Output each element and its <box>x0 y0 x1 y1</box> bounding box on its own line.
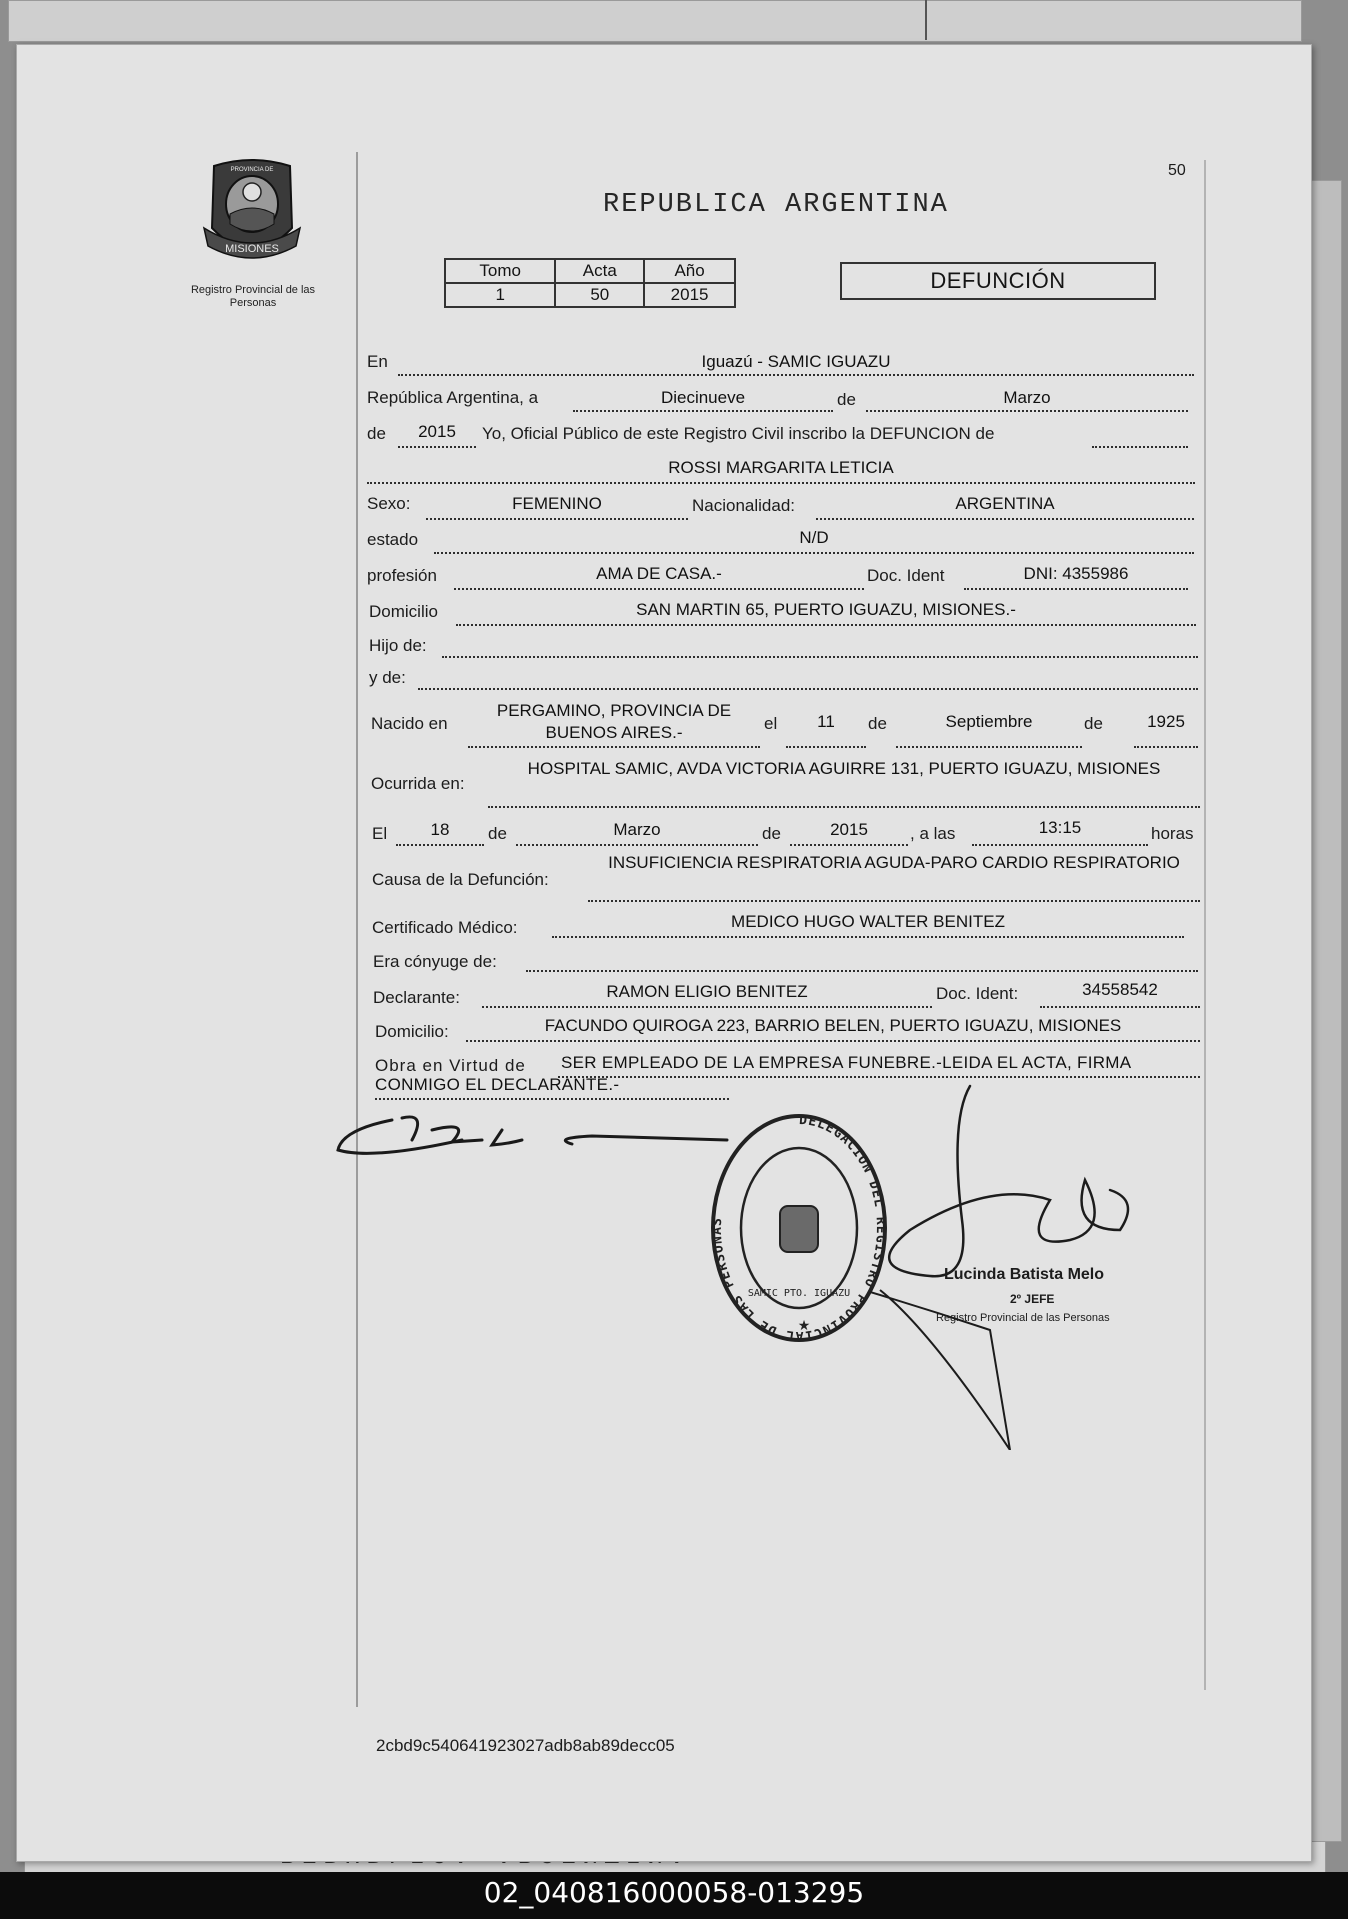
death-month-line <box>516 844 758 846</box>
month-line <box>866 410 1188 412</box>
nacionalidad-line <box>816 518 1194 520</box>
sexo-line <box>426 518 688 520</box>
decl-doc-value: 34558542 <box>1082 980 1158 999</box>
sexo-value: FEMENINO <box>512 494 602 513</box>
doc-value: DNI: 4355986 <box>1023 564 1129 583</box>
signer-office: Registro Provincial de las Personas <box>936 1312 1110 1324</box>
declarante-label: Declarante: <box>373 988 460 1007</box>
signer-role: 2º JEFE <box>1010 1292 1055 1306</box>
birth-day-line <box>786 746 866 748</box>
table-value-ano: 2015 <box>644 283 735 307</box>
declarante-line <box>482 1006 932 1008</box>
death-de1: de <box>488 824 507 843</box>
background-page-top <box>8 0 1302 42</box>
birth-year-line <box>1134 746 1198 748</box>
nacido-line <box>468 746 760 748</box>
year-prefix-label: de <box>367 424 386 443</box>
causa-label: Causa de la Defunción: <box>372 870 549 889</box>
nacionalidad-label: Nacionalidad: <box>692 496 796 515</box>
domicilio-value: SAN MARTIN 65, PUERTO IGUAZU, MISIONES.- <box>636 600 1016 619</box>
deceased-name: ROSSI MARGARITA LETICIA <box>668 458 894 477</box>
republica-label: República Argentina, a <box>367 388 539 407</box>
profesion-label: profesión <box>367 566 437 585</box>
hijo-line <box>442 656 1198 658</box>
death-day: 18 <box>430 820 450 839</box>
death-day-line <box>396 844 484 846</box>
year-line <box>398 446 476 448</box>
signer-name: Lucinda Batista Melo <box>944 1266 1105 1283</box>
table-value-tomo: 1 <box>445 283 555 307</box>
declarante-value: RAMON ELIGIO BENITEZ <box>606 982 808 1001</box>
day-value: Diecinueve <box>660 388 746 407</box>
death-year-line <box>790 844 908 846</box>
coat-of-arms-icon <box>200 158 304 270</box>
birth-de1: de <box>868 714 887 733</box>
stamp-star-icon: ★ <box>797 1317 811 1333</box>
birth-day: 11 <box>817 712 835 731</box>
domicilio-label: Domicilio <box>369 602 438 621</box>
death-time-line <box>972 844 1148 846</box>
record-table <box>444 258 736 308</box>
logo-ribbon-text: MISIONES <box>225 243 279 255</box>
estado-value: N/D <box>799 528 829 547</box>
death-year: 2015 <box>830 820 868 839</box>
month-value: Marzo <box>1003 388 1051 407</box>
document-hash: 2cbd9c540641923027adb8ab89decc05 <box>376 1736 675 1755</box>
causa-value: INSUFICIENCIA RESPIRATORIA AGUDA-PARO CARDIO RESPIRATORIO <box>608 853 1180 872</box>
birth-year: 1925 <box>1147 712 1185 731</box>
background-divider <box>925 0 927 40</box>
obra-value: SER EMPLEADO DE LA EMPRESA FUNEBRE.-LEIDA EL ACTA, FIRMA CONMIGO EL DECLARANTE.- <box>375 1053 1131 1094</box>
decl-doc-line <box>1040 1006 1200 1008</box>
official-signature <box>870 1080 1140 1450</box>
decl-dom-label: Domicilio: <box>375 1022 449 1041</box>
logo-top-text: PROVINCIA DE <box>230 167 274 173</box>
birth-month-line <box>896 746 1082 748</box>
stamp-inner-text: SAMIC PTO. IGUAZU <box>747 1288 851 1299</box>
decl-doc-label: Doc. Ident: <box>936 984 1019 1003</box>
table-value-acta: 50 <box>555 283 644 307</box>
ocurrida-line <box>488 806 1200 808</box>
sexo-label: Sexo: <box>367 494 411 513</box>
birth-de2: de <box>1084 714 1103 733</box>
hijo-label: Hijo de: <box>369 636 427 655</box>
alas-label: , a las <box>910 824 956 843</box>
yo-line <box>1092 446 1188 448</box>
de-label: de <box>837 390 856 409</box>
death-certificate-page <box>16 44 1312 1862</box>
el-label: el <box>764 714 778 733</box>
en-value: Iguazú - SAMIC IGUAZU <box>701 352 891 371</box>
nacido-label: Nacido en <box>371 714 448 733</box>
death-de2: de <box>762 824 781 843</box>
conyuge-line <box>526 970 1198 972</box>
certificado-value: MEDICO HUGO WALTER BENITEZ <box>731 912 1005 931</box>
obra-label: Obra en Virtud de <box>375 1056 526 1075</box>
birth-month: Septiembre <box>945 712 1033 731</box>
en-label: En <box>367 352 388 371</box>
yo-text: Yo, Oficial Público de este Registro Civil inscribo la DEFUNCION de <box>482 424 995 443</box>
table-header-tomo: Tomo <box>445 259 555 283</box>
ocurrida-label: Ocurrida en: <box>371 774 465 793</box>
death-month: Marzo <box>613 820 661 839</box>
profesion-line <box>454 588 864 590</box>
obra-line-1 <box>558 1076 1200 1078</box>
doc-line <box>964 588 1188 590</box>
declarant-signature <box>332 1100 732 1170</box>
doc-label: Doc. Ident <box>867 566 945 585</box>
table-header-acta: Acta <box>555 259 644 283</box>
right-margin-line <box>1204 160 1206 1690</box>
stamp-ring-text: DELEGACION DEL REGISTRO PROVINCIAL DE LAS PERSONAS <box>709 1112 889 1344</box>
yde-line <box>418 688 1198 690</box>
yde-label: y de: <box>369 668 406 687</box>
horas-label: horas <box>1151 824 1194 843</box>
decl-dom-value: FACUNDO QUIROGA 223, BARRIO BELEN, PUERTO IGUAZU, MISIONES <box>544 1016 1122 1035</box>
domicilio-line <box>456 624 1196 626</box>
causa-line <box>588 900 1200 902</box>
decl-dom-line <box>466 1040 1200 1042</box>
el2-label: El <box>372 824 388 843</box>
certificado-label: Certificado Médico: <box>372 918 518 937</box>
estado-line <box>434 552 1194 554</box>
name-line <box>367 482 1195 484</box>
estado-label: estado <box>367 530 419 549</box>
nacido-value: PERGAMINO, PROVINCIA DE BUENOS AIRES.- <box>496 701 732 742</box>
table-header-ano: Año <box>644 259 735 283</box>
official-stamp <box>706 1106 892 1344</box>
page-number: 50 <box>1168 162 1186 179</box>
left-margin-line <box>356 152 358 1707</box>
conyuge-label: Era cónyuge de: <box>373 952 497 971</box>
certificado-line <box>552 936 1184 938</box>
death-time: 13:15 <box>1038 818 1082 837</box>
year-value: 2015 <box>418 422 456 441</box>
ocurrida-value: HOSPITAL SAMIC, AVDA VICTORIA AGUIRRE 131, PUERTO IGUAZU, MISIONES <box>527 759 1161 778</box>
en-line <box>398 374 1194 376</box>
day-line <box>573 410 833 412</box>
nacionalidad-value: ARGENTINA <box>955 494 1055 513</box>
footer-id: 02_040816000058-013295 <box>483 1876 865 1909</box>
registry-label: Registro Provincial de las Personas <box>190 284 316 309</box>
record-type-box: DEFUNCIÓN <box>840 262 1156 300</box>
profesion-value: AMA DE CASA.- <box>596 564 722 583</box>
document-title: REPUBLICA ARGENTINA <box>603 190 949 220</box>
